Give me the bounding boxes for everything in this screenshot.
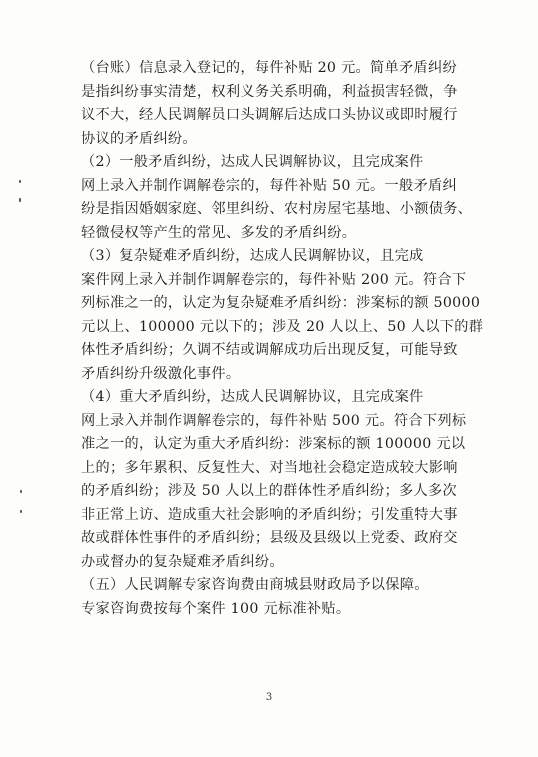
text-line: 元以上、100000 元以下的；涉及 20 人以上、50 人以下的群 (81, 318, 484, 335)
margin-mark (20, 510, 22, 513)
text-line: 网上录入并制作调解卷宗的，每件补贴 50 元。一般矛盾纠 (81, 177, 457, 194)
text-line: 故或群体性事件的矛盾纠纷；县级及县级以上党委、政府交 (81, 530, 458, 546)
margin-mark (19, 198, 21, 202)
text-line: 准之一的，认定为重大矛盾纠纷：涉案标的额 100000 元以 (81, 436, 466, 452)
text-line: 上的；多年累积、反复性大、对当地社会稳定造成较大影响 (81, 459, 458, 476)
text-line: （2）一般矛盾纠纷，达成人民调解协议，且完成案件 (81, 154, 424, 170)
text-line: （台账）信息录入登记的，每件补贴 20 元。简单矛盾纠纷 (81, 60, 457, 76)
text-line: 轻微侵权等产生的常见、多发的矛盾纠纷。 (81, 224, 357, 241)
text-line: 案件网上录入并制作调解卷宗的，每件补贴 200 元。符合下 (81, 271, 467, 288)
text-line: 网上录入并制作调解卷宗的，每件补贴 500 元。符合下列标 (81, 412, 467, 429)
text-line: 列标准之一的，认定为复杂疑难矛盾纠纷：涉案标的额 50000 (81, 295, 481, 311)
text-line: （五）人民调解专家咨询费由商城县财政局予以保障。 (81, 577, 429, 593)
text-line: 协议的矛盾纠纷。 (81, 130, 197, 147)
text-line: 非正常上访、造成重大社会影响的矛盾纠纷；引发重特大事 (81, 506, 458, 523)
text-line: 专家咨询费按每个案件 100 元标准补贴。 (81, 600, 351, 617)
body-text (81, 57, 484, 621)
page-number: 3 (265, 692, 273, 703)
text-line: 矛盾纠纷升级激化事件。 (81, 365, 241, 382)
text-line: （3）复杂疑难矛盾纠纷，达成人民调解协议，且完成 (81, 248, 424, 264)
margin-mark (20, 490, 22, 493)
text-line: 体性矛盾纠纷；久调不结或调解成功后出现反复，可能导致 (81, 342, 458, 358)
text-line: 办或督办的复杂疑难矛盾纠纷。 (81, 553, 284, 570)
text-line: 纷是指因婚姻家庭、邻里纠纷、农村房屋宅基地、小额债务、 (81, 201, 473, 217)
text-line: 议不大，经人民调解员口头调解后达成口头协议或即时履行 (81, 107, 458, 123)
text-line: （4）重大矛盾纠纷，达成人民调解协议，且完成案件 (81, 389, 424, 405)
text-line: 是指纠纷事实清楚，权利义务关系明确，利益损害轻微，争 (81, 83, 458, 100)
text-line: 的矛盾纠纷；涉及 50 人以上的群体性矛盾纠纷；多人多次 (81, 483, 457, 499)
margin-mark (19, 180, 21, 183)
